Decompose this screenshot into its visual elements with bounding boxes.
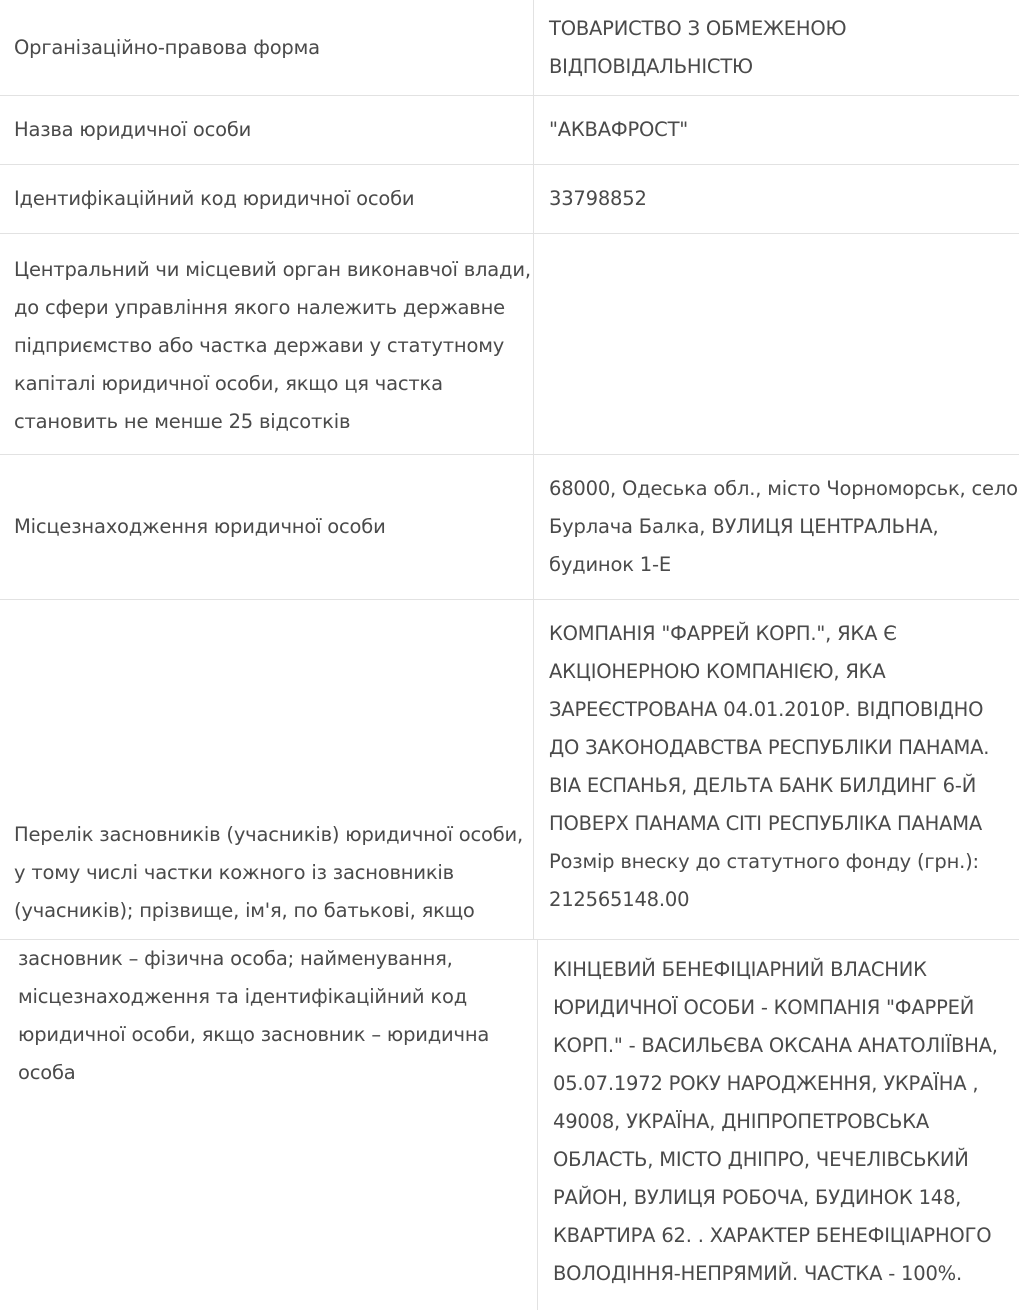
value-line: "АКВАФРОСТ" [549,118,689,141]
row-label [0,96,533,164]
value-line: КОМПАНІЯ "ФАРРЕЙ КОРП.", ЯКА Є [549,622,897,645]
value-line: 68000, Одеська обл., місто Чорноморськ, село [549,477,1018,500]
value-line: ВІДПОВІДАЛЬНІСТЮ [549,54,753,78]
value-line: КОРП." - ВАСИЛЬЄВА ОКСАНА АНАТОЛІЇВНА, [553,1034,998,1057]
founders-row-fragment [0,600,1019,922]
table-row [0,455,1019,600]
value-line: ВОЛОДІННЯ-НЕПРЯМИЙ. ЧАСТКА - 100%. [553,1262,962,1285]
label-line: Центральний чи місцевий орган виконавчої влади, [14,258,531,281]
value-line: ДО ЗАКОНОДАВСТВА РЕСПУБЛІКИ ПАНАМА. [549,736,990,759]
label-line: до сфери управління якого належить державне [14,296,505,319]
label-line: Місцезнаходження юридичної особи [14,515,386,538]
value-line: 33798852 [549,187,647,210]
row-label [18,940,489,1092]
row-label [0,455,533,599]
value-line: РАЙОН, ВУЛИЦЯ РОБОЧА, БУДИНОК 148, [553,1186,962,1209]
label-line: становить не менше 25 відсотків [14,410,351,433]
value-line: 05.07.1972 РОКУ НАРОДЖЕННЯ, УКРАЇНА , [553,1072,979,1095]
value-line: КВАРТИРА 62. . ХАРАКТЕР БЕНЕФІЦІАРНОГО [553,1224,992,1247]
table-row [0,600,1019,940]
row-value [533,455,1019,599]
value-line: ЮРИДИЧНОЇ ОСОБИ - КОМПАНІЯ "ФАРРЕЙ [553,996,975,1019]
row-label [0,165,533,233]
label-line: юридичної особи, якщо засновник – юридична [18,1023,490,1046]
row-value [533,600,1019,940]
label-line: капіталі юридичної особи, якщо ця частка [14,372,443,395]
row-value [533,165,1019,233]
label-line: Перелік засновників (учасників) юридичної особи, [14,823,523,846]
row-label [0,600,533,940]
value-line: Бурлача Балка, ВУЛИЦЯ ЦЕНТРАЛЬНА, [549,515,939,538]
label-line: (учасників); прізвище, ім'я, по батькові, якщо [14,899,475,922]
table-row [0,0,1019,96]
label-line: місцезнаходження та ідентифікаційний код [18,985,467,1008]
row-value-empty [533,234,1019,454]
value-line: ЗАРЕЄСТРОВАНА 04.01.2010Р. ВІДПОВІДНО [549,698,984,721]
label-line: Ідентифікаційний код юридичної особи [14,187,415,210]
value-line: ПОВЕРХ ПАНАМА СІТІ РЕСПУБЛІКА ПАНАМА [549,812,983,835]
row-value [533,0,1019,95]
value-line: АКЦІОНЕРНОЮ КОМПАНІЄЮ, ЯКА [549,660,886,683]
row-label [0,234,533,454]
value-line: будинок 1-Е [549,553,671,576]
value-line: Розмір внеску до статутного фонду (грн.): [549,850,979,873]
table-row [0,165,1019,234]
label-line: засновник – фізична особа; найменування, [18,947,453,970]
value-line: 212565148.00 [549,888,690,911]
table-row [0,234,1019,455]
value-line: ТОВАРИСТВО З ОБМЕЖЕНОЮ [549,16,847,40]
value-line: КІНЦЕВИЙ БЕНЕФІЦІАРНИЙ ВЛАСНИК [553,958,927,981]
table-row [0,96,1019,165]
row-value [537,940,1019,1310]
label-line: підприємство або частка держави у статутному [14,334,505,357]
label-line: особа [18,1061,76,1084]
founders-row-continuation [0,939,1019,1310]
value-line: ОБЛАСТЬ, МІСТО ДНІПРО, ЧЕЧЕЛІВСЬКИЙ [553,1148,969,1171]
row-value [533,96,1019,164]
row-label [0,0,533,95]
label-line: у тому числі частки кожного із засновників [14,861,454,884]
value-line: 49008, УКРАЇНА, ДНІПРОПЕТРОВСЬКА [553,1110,929,1133]
value-line: ВІА ЕСПАНЬЯ, ДЕЛЬТА БАНК БИЛДИНГ 6-Й [549,774,977,797]
label-line: Організаційно-правова форма [14,35,320,59]
label-line: Назва юридичної особи [14,118,252,141]
